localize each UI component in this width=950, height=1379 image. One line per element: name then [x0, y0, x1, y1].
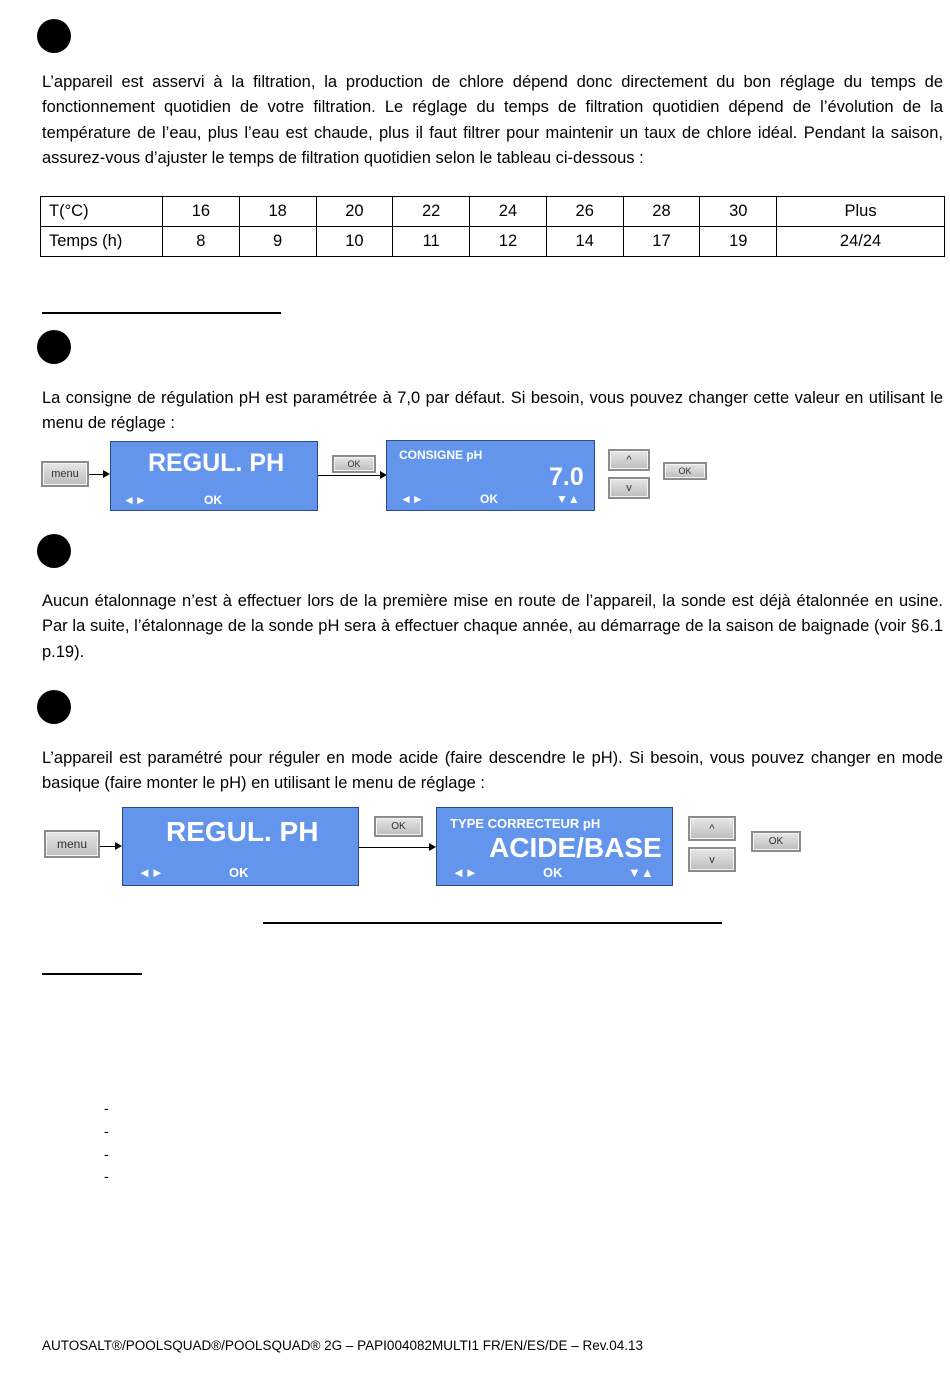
ok-key[interactable]: OK: [332, 455, 376, 473]
table-cell: 10: [316, 227, 393, 257]
up-key[interactable]: ^: [608, 449, 650, 471]
lcd-title: CONSIGNE pH: [399, 448, 483, 462]
lcd-ok-label: OK: [204, 493, 222, 507]
table-cell: 17: [623, 227, 700, 257]
lcd-ok-label: OK: [543, 865, 563, 880]
table-cell: 12: [470, 227, 547, 257]
list-dash: -: [104, 1123, 109, 1139]
down-key[interactable]: v: [608, 477, 650, 499]
section-bullet-1: [37, 19, 71, 53]
lcd-regul-ph: [122, 807, 359, 886]
table-cell: 28: [623, 197, 700, 227]
table-cell: 9: [239, 227, 316, 257]
section-bullet-4: [37, 690, 71, 724]
page-footer: AUTOSALT®/POOLSQUAD®/POOLSQUAD® 2G – PAPI004082MULTI1 FR/EN/ES/DE – Rev.04.13: [42, 1338, 644, 1353]
table-cell: 24/24: [777, 227, 945, 257]
table-cell: 14: [546, 227, 623, 257]
list-dash: -: [104, 1168, 109, 1184]
lcd-arrows-up-down: ▼▲: [556, 492, 580, 506]
table-cell: 8: [163, 227, 240, 257]
menu-key[interactable]: menu: [41, 461, 89, 487]
lcd-title: REGUL. PH: [166, 816, 319, 847]
table-row-time: [41, 227, 945, 257]
menu-key[interactable]: menu: [44, 830, 100, 858]
table-cell: 20: [316, 197, 393, 227]
table-cell: 30: [700, 197, 777, 227]
flow-arrow: [318, 475, 380, 476]
flow-arrow: [359, 847, 430, 848]
list-dash: -: [104, 1100, 109, 1116]
table-cell: 19: [700, 227, 777, 257]
lcd-arrows-left-right: ◄►: [138, 865, 164, 880]
flow-arrow-head: [115, 842, 122, 850]
lcd-value: ACIDE/BASE: [489, 832, 662, 863]
section-divider-2: [263, 922, 722, 924]
filtration-table: [40, 196, 945, 257]
table-cell: 22: [393, 197, 470, 227]
table-cell: Plus: [777, 197, 945, 227]
flow-arrow-head: [429, 843, 436, 851]
filtration-paragraph: L’appareil est asservi à la filtration, la production de chlore dépend donc directement du bon réglage du temps de fonctionnement quotidien de votre filtration. Le réglage du temps de filtration quotidien dépend de l’évolution de la température de l’eau, plus l’eau est chaude, plus il faut filtrer pour maintenir un taux de chlore idéal. Pendant la saison, assurez-vous d’ajuster le temps de filtration quotidien selon le tableau ci-dessous :: [42, 73, 943, 168]
lcd-consigne-ph: [386, 440, 595, 511]
lcd-ok-label: OK: [480, 492, 498, 506]
lcd-regul-ph: [110, 441, 318, 511]
lcd-title: REGUL. PH: [148, 449, 285, 477]
section-bullet-3: [37, 534, 71, 568]
table-cell: 16: [163, 197, 240, 227]
lcd-arrows-left-right: ◄►: [452, 865, 478, 880]
lcd-arrows-left-right: ◄►: [123, 493, 147, 507]
ok-key[interactable]: OK: [374, 816, 423, 837]
lcd-ok-label: OK: [229, 865, 249, 880]
section-divider-1: [42, 312, 281, 314]
lcd-type-correcteur: [436, 807, 673, 886]
table-header-temperature: T(°C): [41, 197, 163, 227]
down-key[interactable]: v: [688, 847, 736, 872]
ok-key[interactable]: OK: [751, 831, 801, 852]
table-row-temperature: [41, 197, 945, 227]
table-cell: 26: [546, 197, 623, 227]
flow-arrow: [100, 846, 116, 847]
lcd-arrows-left-right: ◄►: [400, 492, 424, 506]
table-cell: 24: [470, 197, 547, 227]
list-dash: -: [104, 1146, 109, 1162]
section-bullet-2: [37, 330, 71, 364]
table-cell: 18: [239, 197, 316, 227]
correction-type-paragraph: L’appareil est paramétré pour réguler en mode acide (faire descendre le pH). Si besoin, vous pouvez changer en mode basique (faire monter le pH) en utilisant le menu de réglage :: [42, 749, 943, 793]
lcd-title: TYPE CORRECTEUR pH: [450, 816, 601, 831]
ph-setpoint-paragraph: La consigne de régulation pH est paramétrée à 7,0 par défaut. Si besoin, vous pouvez changer cette valeur en utilisant le menu de réglage :: [42, 389, 943, 433]
calibration-paragraph: Aucun étalonnage n’est à effectuer lors de la première mise en route de l’appareil, la sonde est déjà étalonnée en usine. Par la suite, l’étalonnage de la sonde pH sera à effectuer chaque année, au démarrage de la saison de baignade (voir §6.1 p.19).: [42, 592, 943, 661]
section-divider-3: [42, 973, 142, 975]
table-header-time: Temps (h): [41, 227, 163, 257]
up-key[interactable]: ^: [688, 816, 736, 841]
lcd-value: 7.0: [549, 463, 584, 491]
table-cell: 11: [393, 227, 470, 257]
flow-arrow: [89, 474, 104, 475]
flow-arrow-head: [103, 470, 110, 478]
ok-key[interactable]: OK: [663, 462, 707, 480]
lcd-arrows-up-down: ▼▲: [628, 865, 654, 880]
